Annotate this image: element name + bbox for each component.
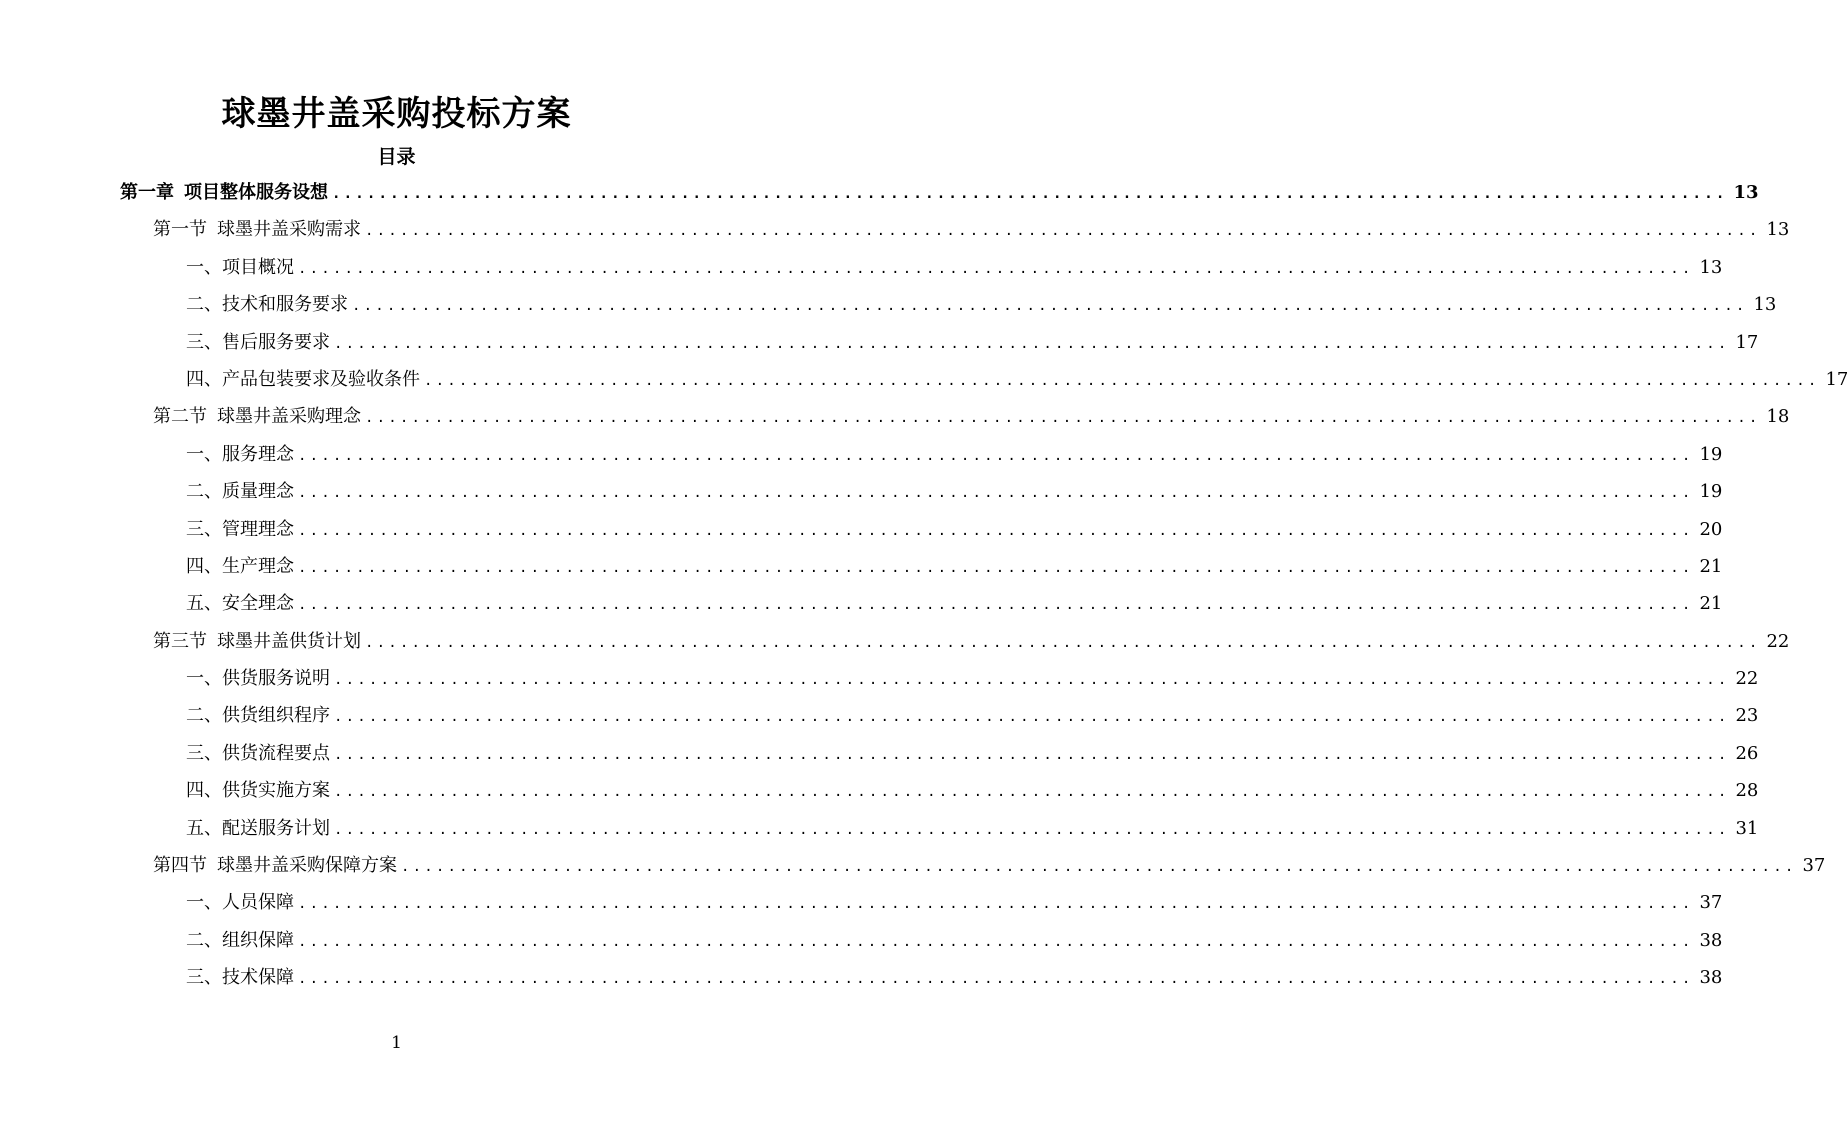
toc-entry-text: 生产理念 — [222, 555, 294, 577]
toc-dot-leader: ........................................................................................................................ — [365, 634, 1761, 651]
toc-dot-leader: ........................................................................................................................ — [365, 223, 1761, 240]
toc-entry[interactable] — [0, 548, 1723, 585]
toc-entry-text: 质量理念 — [222, 481, 294, 503]
toc-entry[interactable] — [0, 511, 1723, 548]
toc-entry-page: 13 — [1733, 182, 1759, 203]
toc-entry-prefix: 二、 — [186, 481, 222, 503]
toc-entry[interactable] — [0, 959, 1723, 996]
toc-entry-prefix: 三、 — [186, 518, 222, 540]
toc-entry-text: 项目整体服务设想 — [184, 182, 328, 203]
toc-entry-prefix: 第二节 — [153, 406, 207, 428]
toc-dot-leader: ........................................................................................................................ — [298, 447, 1694, 464]
toc-entry-prefix: 三、 — [186, 742, 222, 764]
toc-dot-leader: ........................................................................................................................ — [352, 298, 1748, 315]
toc-entry-text: 球墨井盖采购理念 — [217, 406, 361, 428]
toc-entry-label — [153, 623, 361, 660]
toc-entry-text: 球墨井盖供货计划 — [217, 630, 361, 652]
toc-entry-label — [186, 585, 294, 622]
toc-entry-page: 18 — [1766, 406, 1790, 428]
toc-entry-page: 13 — [1699, 256, 1723, 278]
toc-entry-prefix: 四、 — [186, 368, 222, 390]
toc-entry-page: 13 — [1766, 219, 1790, 241]
toc-entry[interactable] — [0, 847, 1826, 884]
toc-entry[interactable] — [0, 324, 1759, 361]
toc-entry-page: 23 — [1735, 705, 1759, 727]
toc-entry-prefix: 三、 — [186, 967, 222, 989]
toc-entry-prefix: 五、 — [186, 593, 222, 615]
toc-entry-label — [186, 884, 294, 921]
toc-entry-label — [186, 286, 348, 323]
toc-entry[interactable] — [0, 249, 1723, 286]
toc-entry-prefix: 第三节 — [153, 630, 207, 652]
toc-entry-page: 13 — [1753, 294, 1777, 316]
toc-dot-leader: ........................................................................................................................ — [334, 335, 1730, 352]
toc-entry-label — [186, 959, 294, 996]
toc-entry[interactable] — [0, 585, 1723, 622]
toc-entry[interactable] — [0, 398, 1790, 435]
toc-entry-page: 21 — [1699, 555, 1723, 577]
toc-entry-text: 供货流程要点 — [222, 742, 330, 764]
toc-dot-leader: ........................................................................................................................ — [298, 933, 1694, 950]
toc-entry[interactable] — [0, 810, 1759, 847]
toc-entry-text: 产品包装要求及验收条件 — [222, 368, 420, 390]
toc-entry-text: 配送服务计划 — [222, 817, 330, 839]
toc-dot-leader: ........................................................................................................................ — [298, 971, 1694, 988]
toc-entry-label — [120, 174, 328, 211]
toc-entry[interactable] — [0, 922, 1723, 959]
toc-entry-prefix: 一、 — [186, 668, 222, 690]
toc-dot-leader: ........................................................................................................................ — [298, 559, 1694, 576]
toc-entry-prefix: 二、 — [186, 705, 222, 727]
toc-entry-page: 20 — [1699, 518, 1723, 540]
toc-entry-page: 19 — [1699, 481, 1723, 503]
toc-entry-text: 安全理念 — [222, 593, 294, 615]
toc-entry-text: 球墨井盖采购需求 — [217, 219, 361, 241]
toc-entry-text: 技术和服务要求 — [222, 294, 348, 316]
toc-entry-prefix: 一、 — [186, 256, 222, 278]
toc-entry-page: 17 — [1825, 368, 1848, 390]
toc-entry-label — [186, 697, 330, 734]
toc-entry-label — [186, 810, 330, 847]
toc-dot-leader: ........................................................................................................................ — [298, 522, 1694, 539]
toc-entry-text: 供货实施方案 — [222, 780, 330, 802]
toc-entry-prefix: 四、 — [186, 780, 222, 802]
toc-entry[interactable] — [0, 361, 1848, 398]
toc-entry-label — [153, 847, 397, 884]
toc-entry-prefix: 五、 — [186, 817, 222, 839]
toc-dot-leader: ........................................................................................................................ — [334, 709, 1730, 726]
toc-entry-label — [186, 511, 294, 548]
toc-entry-page: 37 — [1802, 855, 1826, 877]
toc-entry-text: 球墨井盖采购保障方案 — [217, 855, 397, 877]
toc-entry-page: 38 — [1699, 967, 1723, 989]
toc-dot-leader: ........................................................................................................................ — [298, 485, 1694, 502]
toc-entry[interactable] — [0, 174, 1759, 211]
toc-dot-leader: ........................................................................................................................ — [332, 186, 1728, 202]
toc-entry-label — [153, 211, 361, 248]
toc-dot-leader: ........................................................................................................................ — [298, 896, 1694, 913]
toc-entry-label — [186, 436, 294, 473]
toc-entry-page: 26 — [1735, 742, 1759, 764]
page-number: 1 — [391, 1033, 402, 1053]
toc-entry-prefix: 第一节 — [153, 219, 207, 241]
toc-entry-prefix: 第一章 — [120, 182, 174, 203]
toc-entry-page: 31 — [1735, 817, 1759, 839]
toc-dot-leader: ........................................................................................................................ — [334, 746, 1730, 763]
toc-entry-label — [186, 473, 294, 510]
toc-entry-text: 人员保障 — [222, 892, 294, 914]
toc-dot-leader: ........................................................................................................................ — [298, 597, 1694, 614]
toc-entry-page: 17 — [1735, 331, 1759, 353]
toc-entry[interactable] — [0, 623, 1790, 660]
toc-entry-prefix: 二、 — [186, 929, 222, 951]
toc-entry-text: 售后服务要求 — [222, 331, 330, 353]
toc-dot-leader: ........................................................................................................................ — [365, 410, 1761, 427]
toc-entry[interactable] — [0, 772, 1759, 809]
toc-entry[interactable] — [0, 735, 1759, 772]
toc-entry-page: 28 — [1735, 780, 1759, 802]
toc-entry-label — [186, 361, 420, 398]
toc-entry-prefix: 一、 — [186, 443, 222, 465]
toc-entry-prefix: 一、 — [186, 892, 222, 914]
toc-entry-label — [186, 772, 330, 809]
toc-entry[interactable] — [0, 660, 1759, 697]
toc-entry-page: 38 — [1699, 929, 1723, 951]
toc-entry[interactable] — [0, 884, 1723, 921]
toc-entry-text: 技术保障 — [222, 967, 294, 989]
toc-entry[interactable] — [0, 473, 1723, 510]
toc-entry-prefix: 三、 — [186, 331, 222, 353]
toc-dot-leader: ........................................................................................................................ — [424, 372, 1820, 389]
toc-entry-prefix: 四、 — [186, 555, 222, 577]
toc-entry-page: 19 — [1699, 443, 1723, 465]
toc-entry-label — [186, 922, 294, 959]
table-of-contents — [0, 174, 1848, 997]
toc-entry-text: 供货组织程序 — [222, 705, 330, 727]
toc-entry-label — [186, 548, 294, 585]
toc-dot-leader: ........................................................................................................................ — [298, 260, 1694, 277]
toc-entry-prefix: 第四节 — [153, 855, 207, 877]
toc-entry[interactable] — [0, 211, 1790, 248]
toc-dot-leader: ........................................................................................................................ — [334, 784, 1730, 801]
toc-dot-leader: ........................................................................................................................ — [334, 821, 1730, 838]
toc-entry-text: 供货服务说明 — [222, 668, 330, 690]
toc-entry-text: 管理理念 — [222, 518, 294, 540]
toc-entry-label — [186, 735, 330, 772]
toc-entry-page: 21 — [1699, 593, 1723, 615]
toc-heading: 目录 — [377, 146, 416, 168]
toc-entry-label — [186, 249, 294, 286]
toc-dot-leader: ........................................................................................................................ — [401, 859, 1797, 876]
toc-entry-page: 22 — [1735, 668, 1759, 690]
toc-entry-text: 项目概况 — [222, 256, 294, 278]
toc-entry-text: 组织保障 — [222, 929, 294, 951]
toc-entry-label — [186, 324, 330, 361]
toc-entry-page: 37 — [1699, 892, 1723, 914]
toc-entry[interactable] — [0, 286, 1777, 323]
toc-entry-page: 22 — [1766, 630, 1790, 652]
document-title: 球墨井盖采购投标方案 — [221, 94, 572, 134]
toc-entry-text: 服务理念 — [222, 443, 294, 465]
toc-entry-label — [153, 398, 361, 435]
toc-entry-prefix: 二、 — [186, 294, 222, 316]
toc-entry[interactable] — [0, 697, 1759, 734]
toc-entry-label — [186, 660, 330, 697]
toc-dot-leader: ........................................................................................................................ — [334, 672, 1730, 689]
toc-entry[interactable] — [0, 436, 1723, 473]
